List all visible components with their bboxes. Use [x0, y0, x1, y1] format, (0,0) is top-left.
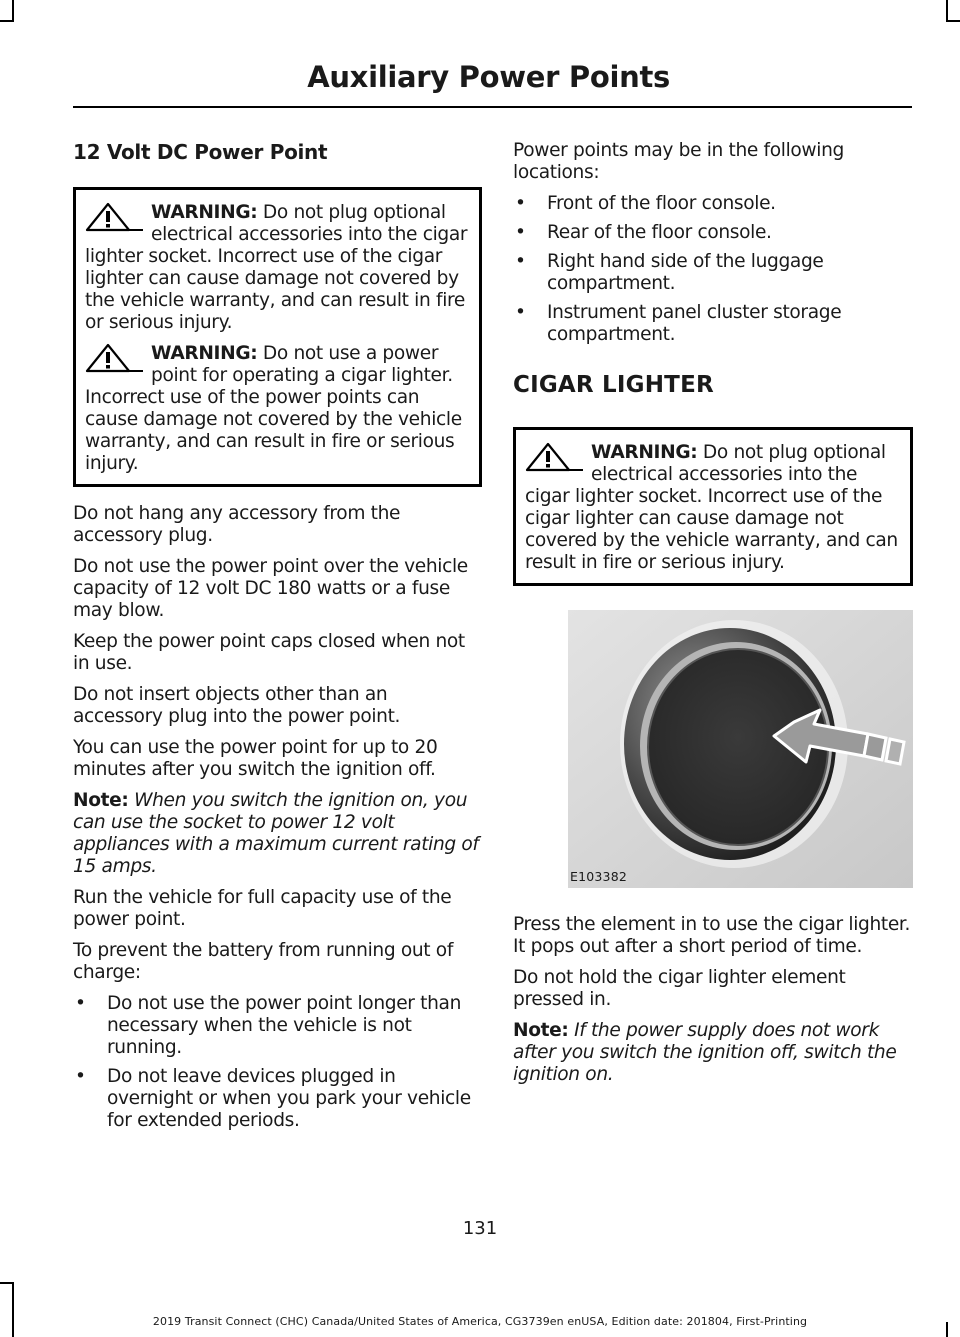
warning-text: Do not use a power point for operating a cigar lighter. Incorrect use of the power points can cause damage not covered by the vehicle warranty, and can result in fire or serious injury. — [85, 343, 462, 474]
page-title: Auxiliary Power Points — [307, 60, 670, 94]
note-label: Note: — [73, 790, 129, 811]
header-rule — [73, 106, 912, 108]
section-heading: CIGAR LIGHTER — [513, 372, 714, 398]
list-item: • Rear of the floor console. — [515, 222, 772, 243]
crop-mark-top-left-v — [12, 0, 14, 22]
paragraph: Keep the power point caps closed when not in use. — [73, 631, 465, 674]
paragraph: Do not insert objects other than an accessory plug into the power point. — [73, 684, 401, 727]
warning-triangle-icon — [85, 202, 145, 232]
warning-triangle-icon — [525, 442, 585, 472]
crop-mark-bottom-left-v — [12, 1282, 14, 1337]
bullet-icon: • — [75, 1066, 86, 1087]
warning-box-left — [73, 187, 482, 487]
paragraph: Run the vehicle for full capacity use of the power point. — [73, 887, 452, 930]
list-item: • Front of the floor console. — [515, 193, 776, 214]
note-label: Note: — [513, 1020, 569, 1041]
page-number: 131 — [462, 1218, 498, 1239]
warning-label: WARNING: — [591, 442, 698, 463]
warning-text: Do not plug optional electrical accessories into the cigar lighter socket. Incorrect use of the cigar lighter can cause damage not covered by the vehicle warranty, and can result in fire or serious injury. — [85, 202, 468, 333]
bullet-icon: • — [515, 251, 526, 272]
warning-box-right — [513, 427, 913, 586]
list-item: • Do not use the power point longer than necessary when the vehicle is not running. — [75, 993, 461, 1058]
note-text: When you switch the ignition on, you can use the socket to power 12 volt appliances with a maximum current rating of 15 amps. — [73, 790, 479, 877]
bullet-icon: • — [515, 222, 526, 243]
paragraph: You can use the power point for up to 20 minutes after you switch the ignition off. — [73, 737, 438, 780]
paragraph: Power points may be in the following locations: — [513, 140, 844, 183]
cigar-lighter-icon — [568, 610, 913, 888]
locations-list — [513, 193, 913, 346]
paragraph: Do not hang any accessory from the accessory plug. — [73, 503, 401, 546]
warning-2 — [85, 343, 471, 475]
list-item: • Do not leave devices plugged in overnight or when you park your vehicle for extended periods. — [75, 1066, 471, 1131]
right-column — [513, 140, 913, 1095]
note — [73, 790, 482, 878]
warning-label: WARNING: — [151, 343, 258, 364]
note — [513, 1020, 913, 1086]
warning-1 — [85, 202, 471, 334]
bullet-icon: • — [515, 193, 526, 214]
crop-mark-top-right-h — [946, 20, 960, 22]
paragraph: Press the element in to use the cigar lighter. It pops out after a short period of time. — [513, 914, 911, 957]
crop-mark-bottom-left-h — [0, 1282, 14, 1284]
warning-label: WARNING: — [151, 202, 258, 223]
bullet-icon: • — [515, 302, 526, 323]
note-text: If the power supply does not work after you switch the ignition off, switch the ignition on. — [513, 1020, 897, 1085]
left-column — [73, 140, 482, 1141]
list-item: • Instrument panel cluster storage compartment. — [515, 302, 842, 345]
warning-triangle-icon — [85, 343, 145, 373]
footer-text: 2019 Transit Connect (CHC) Canada/United States of America, CG3739en enUSA, Edition date: 201804, First-Printing — [152, 1315, 808, 1328]
crop-mark-top-left-h — [0, 20, 14, 22]
bullet-list — [73, 993, 482, 1132]
cigar-lighter-illustration — [568, 610, 913, 888]
warning-text: Do not plug optional electrical accessories into the cigar lighter socket. Incorrect use of the cigar lighter can cause damage not covered by the vehicle warranty, and can result in fire or serious injury. — [525, 442, 898, 573]
bullet-icon: • — [75, 993, 86, 1014]
paragraph: Do not hold the cigar lighter element pressed in. — [513, 967, 846, 1010]
section-subheading: 12 Volt DC Power Point — [73, 140, 328, 164]
warning-3 — [525, 442, 902, 574]
crop-mark-top-right-v — [946, 0, 948, 22]
list-item: • Right hand side of the luggage compartment. — [515, 251, 824, 294]
paragraph: Do not use the power point over the vehicle capacity of 12 volt DC 180 watts or a fuse may blow. — [73, 556, 468, 621]
figure-code: E103382 — [570, 869, 628, 884]
paragraph: To prevent the battery from running out of charge: — [73, 940, 454, 983]
